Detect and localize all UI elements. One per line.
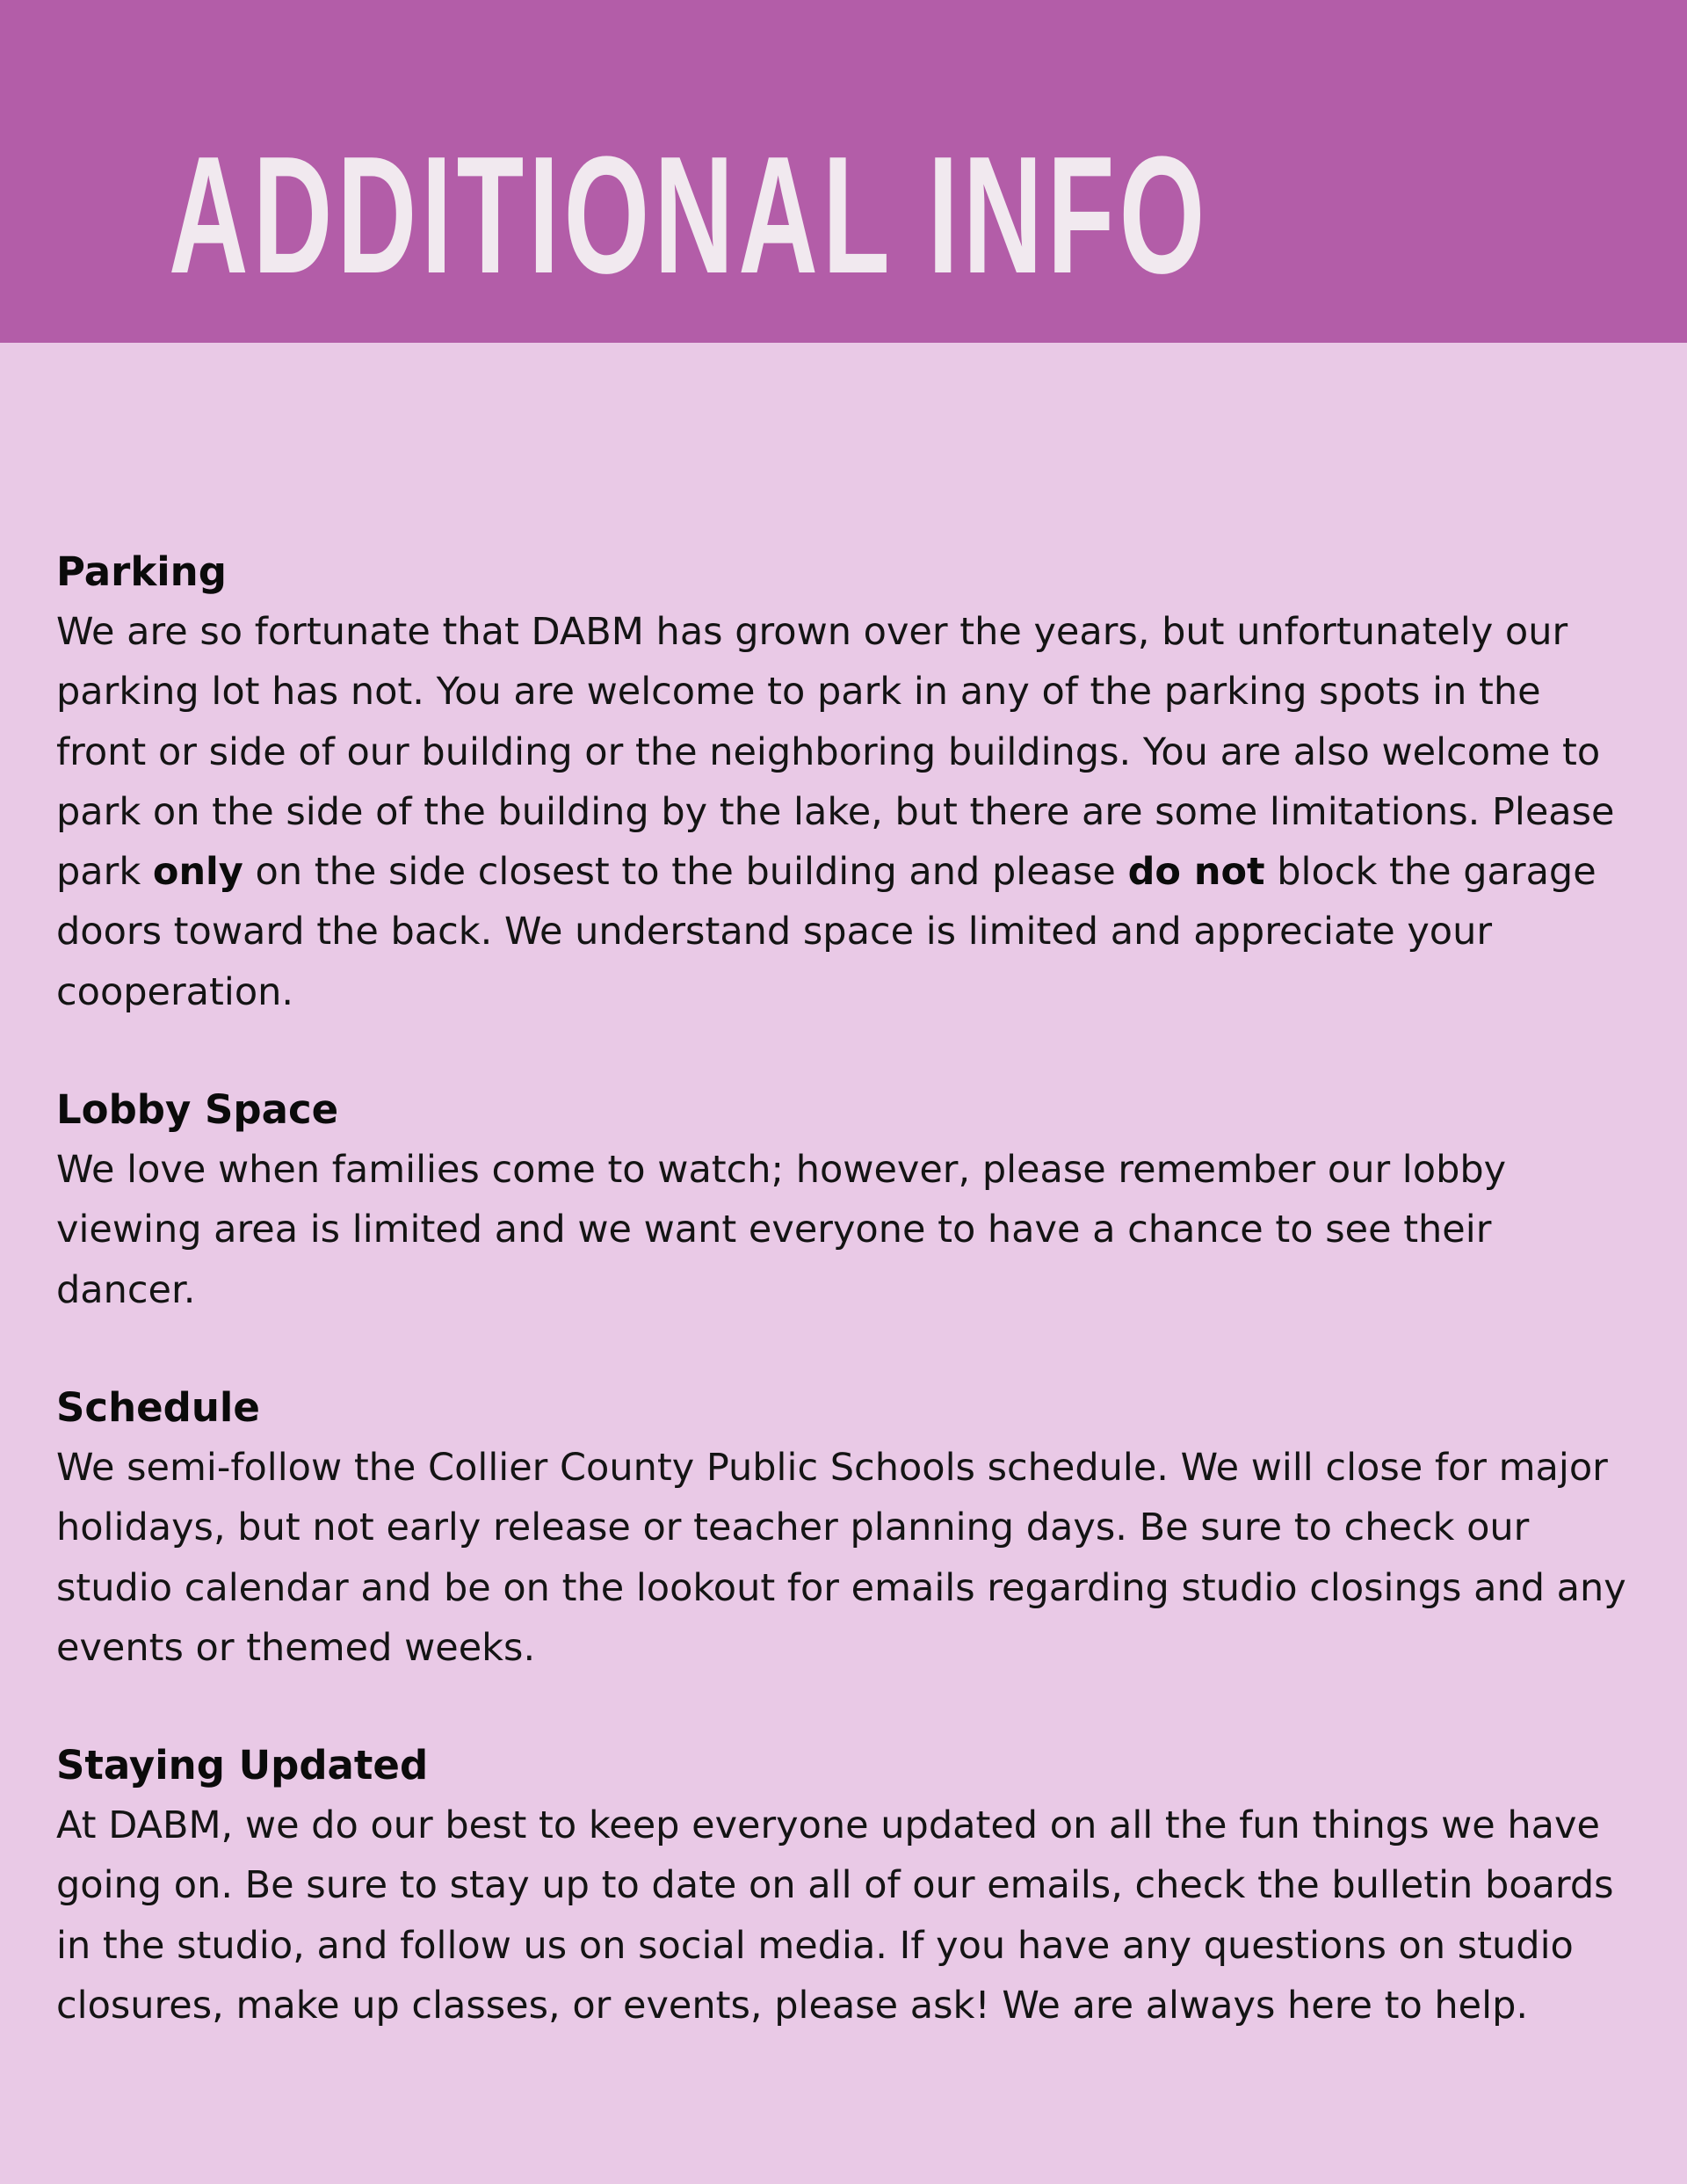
section-schedule [56,1378,1638,1678]
section-body-schedule: We semi-follow the Collier County Public Schools schedule. We will close for major holidays, but not early release or teacher planning days. Be sure to check our studio calendar and be on the lookout for emails regarding studio closings and any events or themed weeks. [56,1445,1626,1670]
page-title: ADDITIONAL INFO [169,122,1210,308]
section-body-parking [56,602,1638,1022]
section-body-staying-updated: At DABM, we do our best to keep everyone updated on all the fun things we have going on. Be sure to stay up to date on all of our emails, check the bulletin boards in the studio, and follow us on social media. If you have any questions on studio closures, make up classes, or events, please ask! We are always here to help. [56,1803,1614,2028]
header-band [0,0,1687,343]
parking-emphasis-only: only [152,850,243,895]
parking-emphasis-do-not: do not [1127,850,1265,895]
parking-text-3: block the garage doors toward the back. We understand space is limited and appreciate your cooperation. [56,850,1596,1014]
section-heading-staying-updated: Staying Updated [56,1742,429,1789]
section-parking [56,542,1638,1022]
parking-text-1: We are so fortunate that DABM has grown over the years, but unfortunately our parking lot has not. You are welcome to park in any of the parking spots in the front or side of our building or the neighboring buildings. You are also welcome to park on the side of the building by the lake, but there are some limitations. Please park [56,610,1615,895]
section-lobby-space [56,1080,1638,1320]
section-heading-parking: Parking [56,548,227,595]
content-area [56,542,1638,2093]
parking-text-2: on the side closest to the building and please [255,850,1116,895]
section-heading-schedule: Schedule [56,1383,260,1431]
section-heading-lobby-space: Lobby Space [56,1086,339,1134]
section-staying-updated [56,1736,1638,2035]
section-body-lobby-space: We love when families come to watch; however, please remember our lobby viewing area is limited and we want everyone to have a chance to see their dancer. [56,1148,1507,1312]
